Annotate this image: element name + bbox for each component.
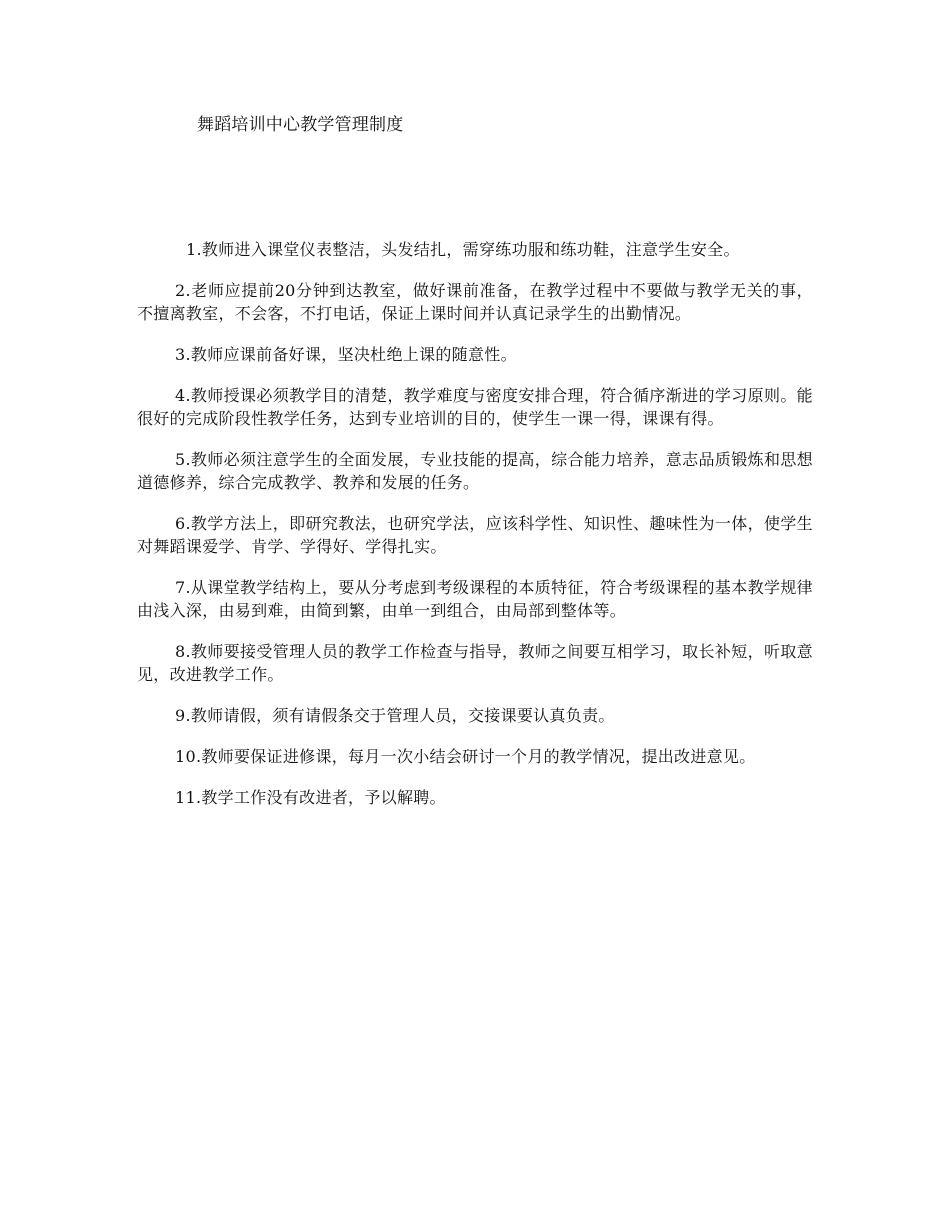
rule-paragraph-11: 11.教学工作没有改进者，予以解聘。 <box>175 788 446 807</box>
rule-paragraph-10: 10.教师要保证进修课，每月一次小结会研讨一个月的教学情况，提出改进意见。 <box>175 747 756 766</box>
rule-paragraph-8: 8.教师要接受管理人员的教学工作检查与指导，教师之间要互相学习，取长补短，听取意见，改进教学工作。 <box>137 642 813 684</box>
rule-paragraph-9: 9.教师请假，须有请假条交于管理人员，交接课要认真负责。 <box>175 706 615 725</box>
rule-paragraph-6: 6.教学方法上，即研究教法，也研究学法，应该科学性、知识性、趣味性为一体，使学生对舞蹈课爱学、肯学、学得好、学得扎实。 <box>137 514 813 556</box>
rule-paragraph-1: 1.教师进入课堂仪表整洁，头发结扎，需穿练功服和练功鞋，注意学生安全。 <box>186 240 740 259</box>
rule-paragraph-3: 3.教师应课前备好课，坚决杜绝上课的随意性。 <box>175 345 517 364</box>
rule-paragraph-7: 7.从课堂教学结构上，要从分考虑到考级课程的本质特征，符合考级课程的基本教学规律由浅入深，由易到难，由简到繁，由单一到组合，由局部到整体等。 <box>137 578 813 620</box>
document-body <box>137 238 813 827</box>
rule-paragraph-2: 2.老师应提前20分钟到达教室，做好课前准备，在教学过程中不要做与教学无关的事，不擅离教室，不会客，不打电话，保证上课时间并认真记录学生的出勤情况。 <box>137 281 813 323</box>
rule-paragraph-4: 4.教师授课必须教学目的清楚，教学难度与密度安排合理，符合循序渐进的学习原则。能很好的完成阶段性教学任务，达到专业培训的目的，使学生一课一得，课课有得。 <box>137 386 813 428</box>
document-title: 舞蹈培训中心教学管理制度 <box>197 115 404 135</box>
rule-paragraph-5: 5.教师必须注意学生的全面发展，专业技能的提高，综合能力培养，意志品质锻炼和思想道德修养，综合完成教学、教养和发展的任务。 <box>137 450 813 492</box>
